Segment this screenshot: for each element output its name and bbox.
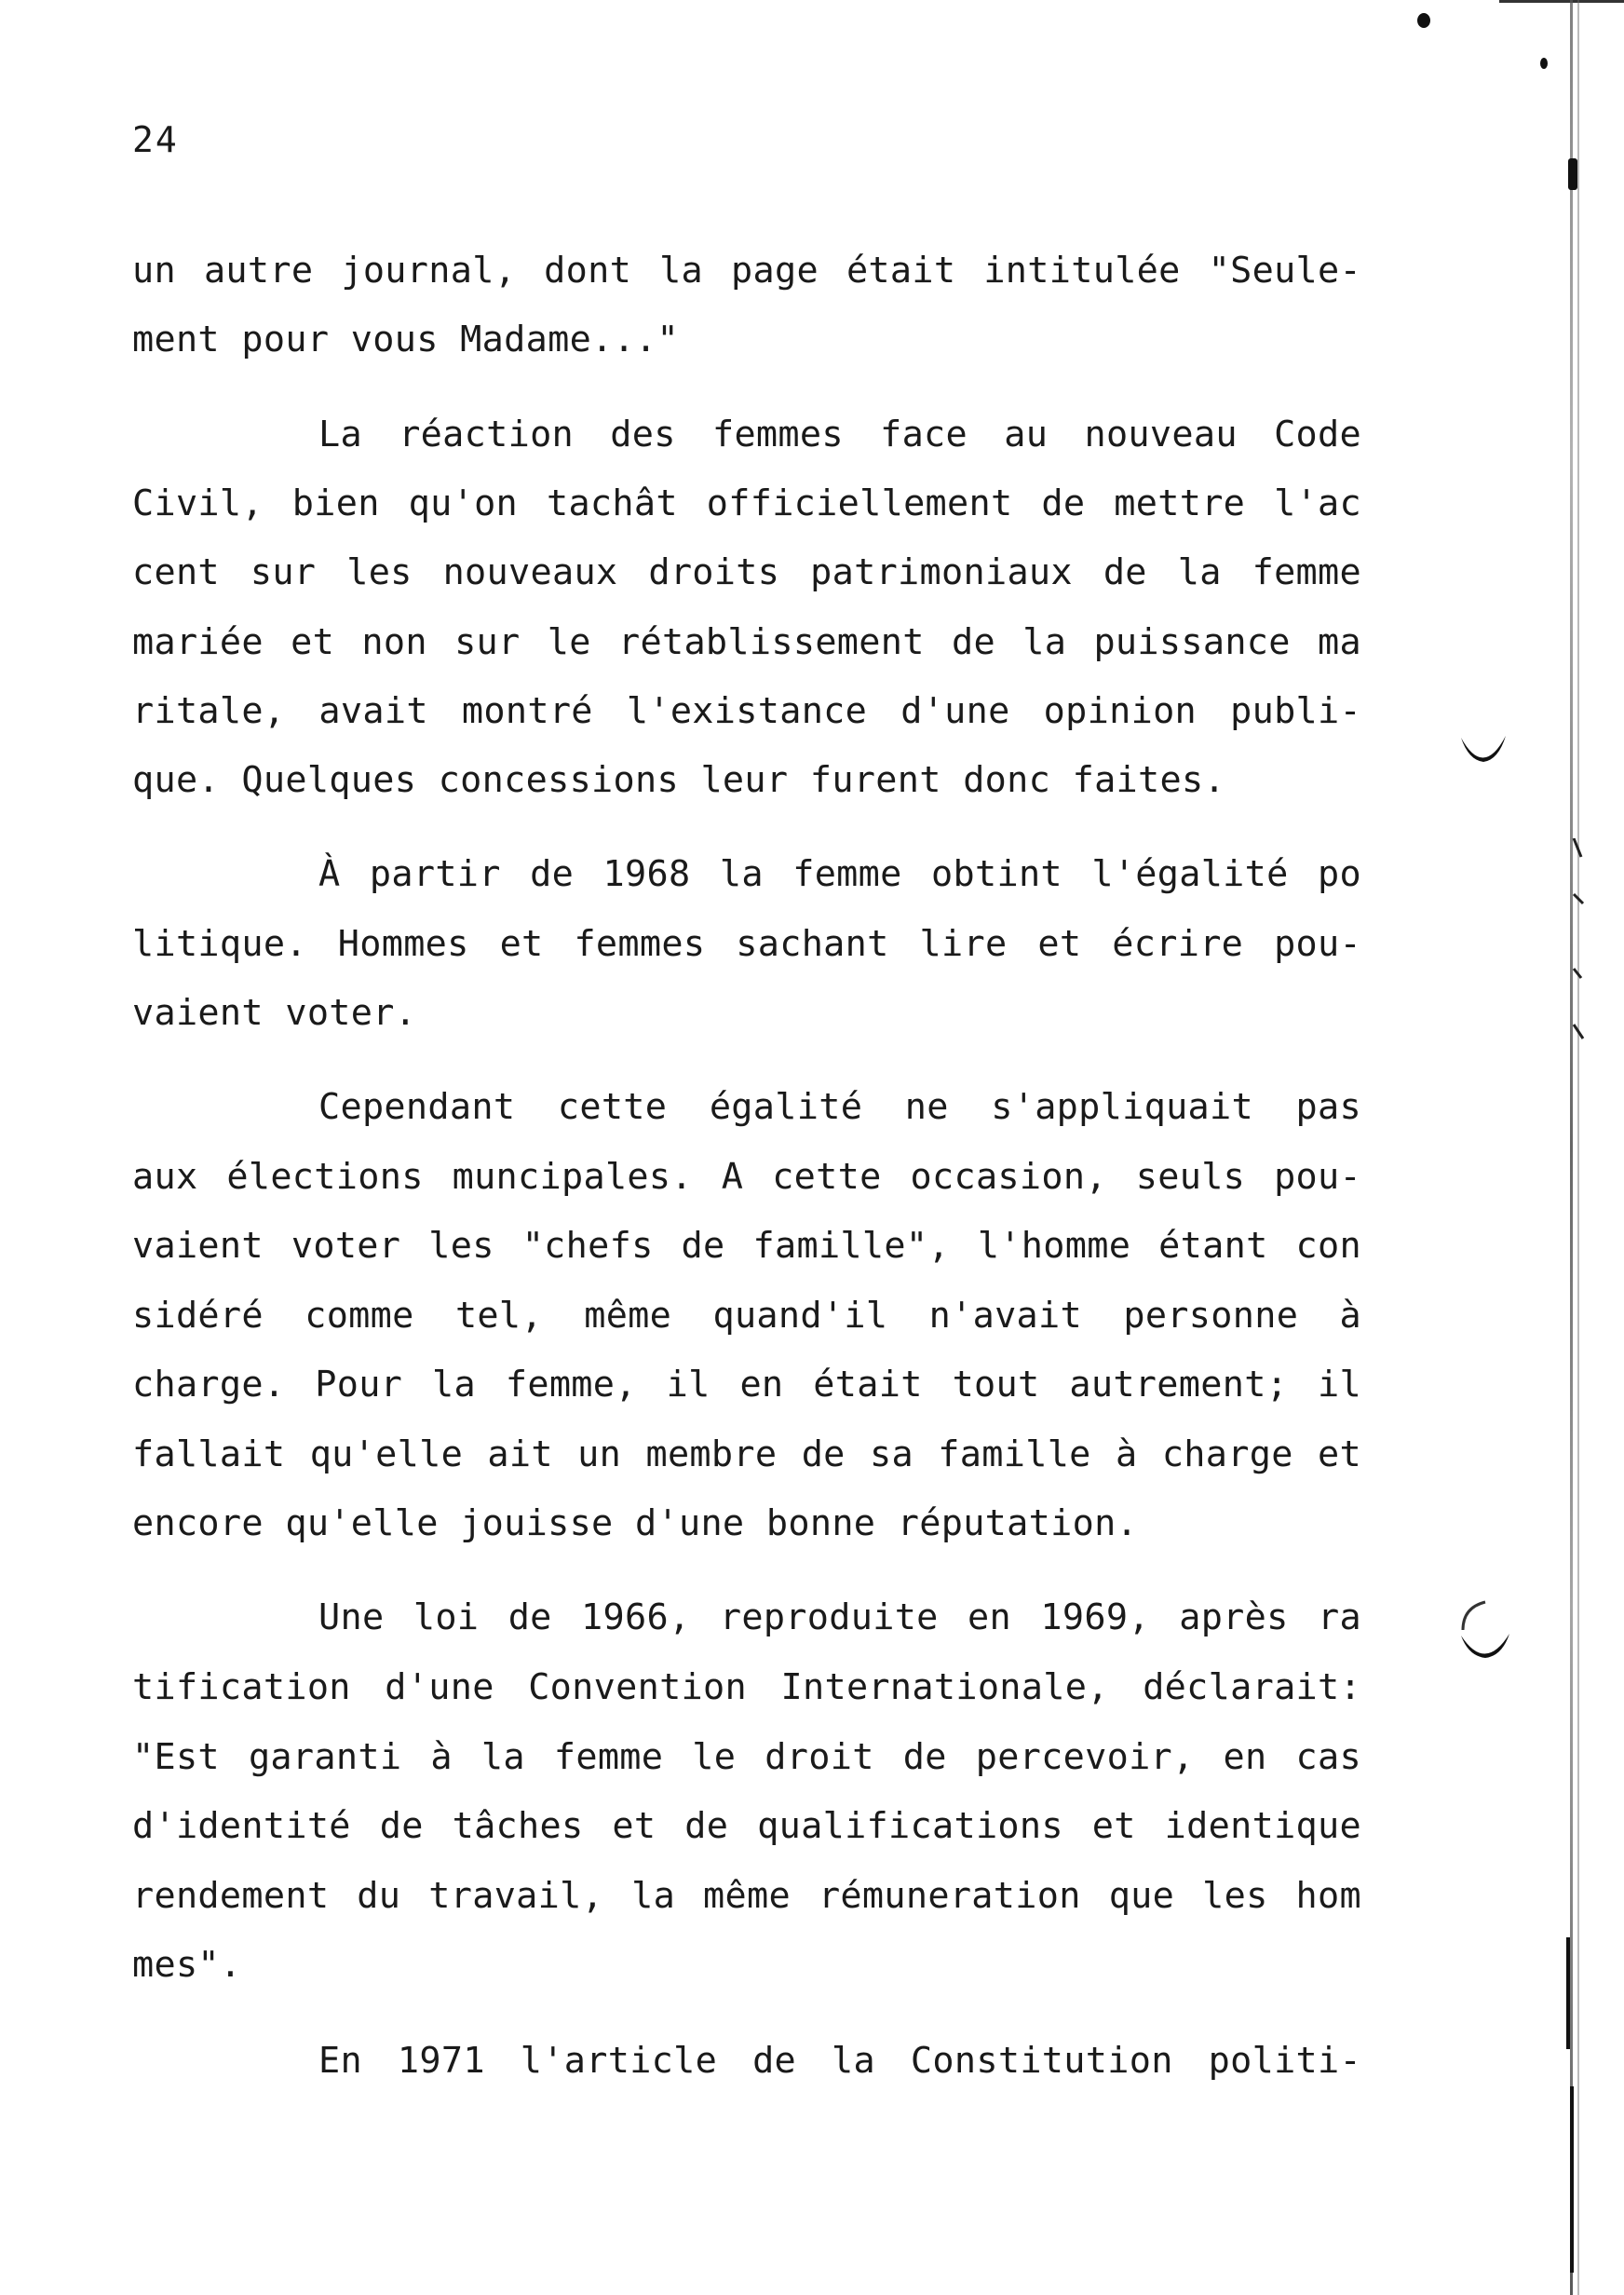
scan-edge-top xyxy=(1499,0,1624,10)
text-line-4: Civil, bien qu'on tachât officiellement de mettre l'ac xyxy=(132,482,1361,524)
scan-speck xyxy=(1568,158,1577,190)
text-line-12: Cependant cette égalité ne s'appliquait pas xyxy=(318,1086,1361,1128)
text-line-2: ment pour vous Madame..." xyxy=(132,319,679,360)
text-line-17: fallait qu'elle ait un membre de sa famille à charge et xyxy=(132,1433,1361,1475)
text-line-24: mes". xyxy=(132,1944,242,1986)
text-line-3: La réaction des femmes face au nouveau Code xyxy=(318,414,1361,455)
text-line-16: charge. Pour la femme, il en était tout autrement; il xyxy=(132,1364,1361,1406)
text-line-10: litique. Hommes et femmes sachant lire et écrire pou- xyxy=(132,923,1361,965)
text-line-5: cent sur les nouveaux droits patrimoniaux de la femme xyxy=(132,551,1361,593)
text-line-1: un autre journal, dont la page était intitulée "Seule- xyxy=(132,250,1361,292)
text-line-23: rendement du travail, la même rémuneration que les hom xyxy=(132,1875,1361,1917)
text-line-20: tification d'une Convention Internationale, déclarait: xyxy=(132,1666,1361,1708)
text-line-13: aux élections muncipales. A cette occasion, seuls pou- xyxy=(132,1156,1361,1198)
text-line-21: "Est garanti à la femme le droit de percevoir, en cas xyxy=(132,1736,1361,1778)
text-line-6: mariée et non sur le rétablissement de la puissance ma xyxy=(132,621,1361,663)
text-line-18: encore qu'elle jouisse d'une bonne réputation. xyxy=(132,1502,1139,1544)
text-line-8: que. Quelques concessions leur furent donc faites. xyxy=(132,759,1225,801)
scan-speck xyxy=(1417,13,1430,28)
text-line-25: En 1971 l'article de la Constitution politi- xyxy=(318,2040,1361,2082)
text-line-14: vaient voter les "chefs de famille", l'homme étant con xyxy=(132,1225,1361,1267)
text-line-15: sidéré comme tel, même quand'il n'avait personne à xyxy=(132,1295,1361,1337)
page-number: 24 xyxy=(132,119,179,160)
text-line-19: Une loi de 1966, reproduite en 1969, après ra xyxy=(318,1596,1361,1638)
text-line-22: d'identité de tâches et de qualifications et identique xyxy=(132,1805,1361,1847)
text-line-7: ritale, avait montré l'existance d'une opinion publi- xyxy=(132,690,1361,732)
punch-hole-mark-bottom xyxy=(1457,1598,1513,1665)
scan-speck xyxy=(1540,58,1548,69)
binding-marks xyxy=(1572,838,1590,1080)
punch-hole-mark-top xyxy=(1457,732,1509,769)
text-line-9: À partir de 1968 la femme obtint l'égalité po xyxy=(318,853,1361,895)
binding-marks-lower xyxy=(1564,1937,1587,2273)
text-line-11: vaient voter. xyxy=(132,992,417,1034)
